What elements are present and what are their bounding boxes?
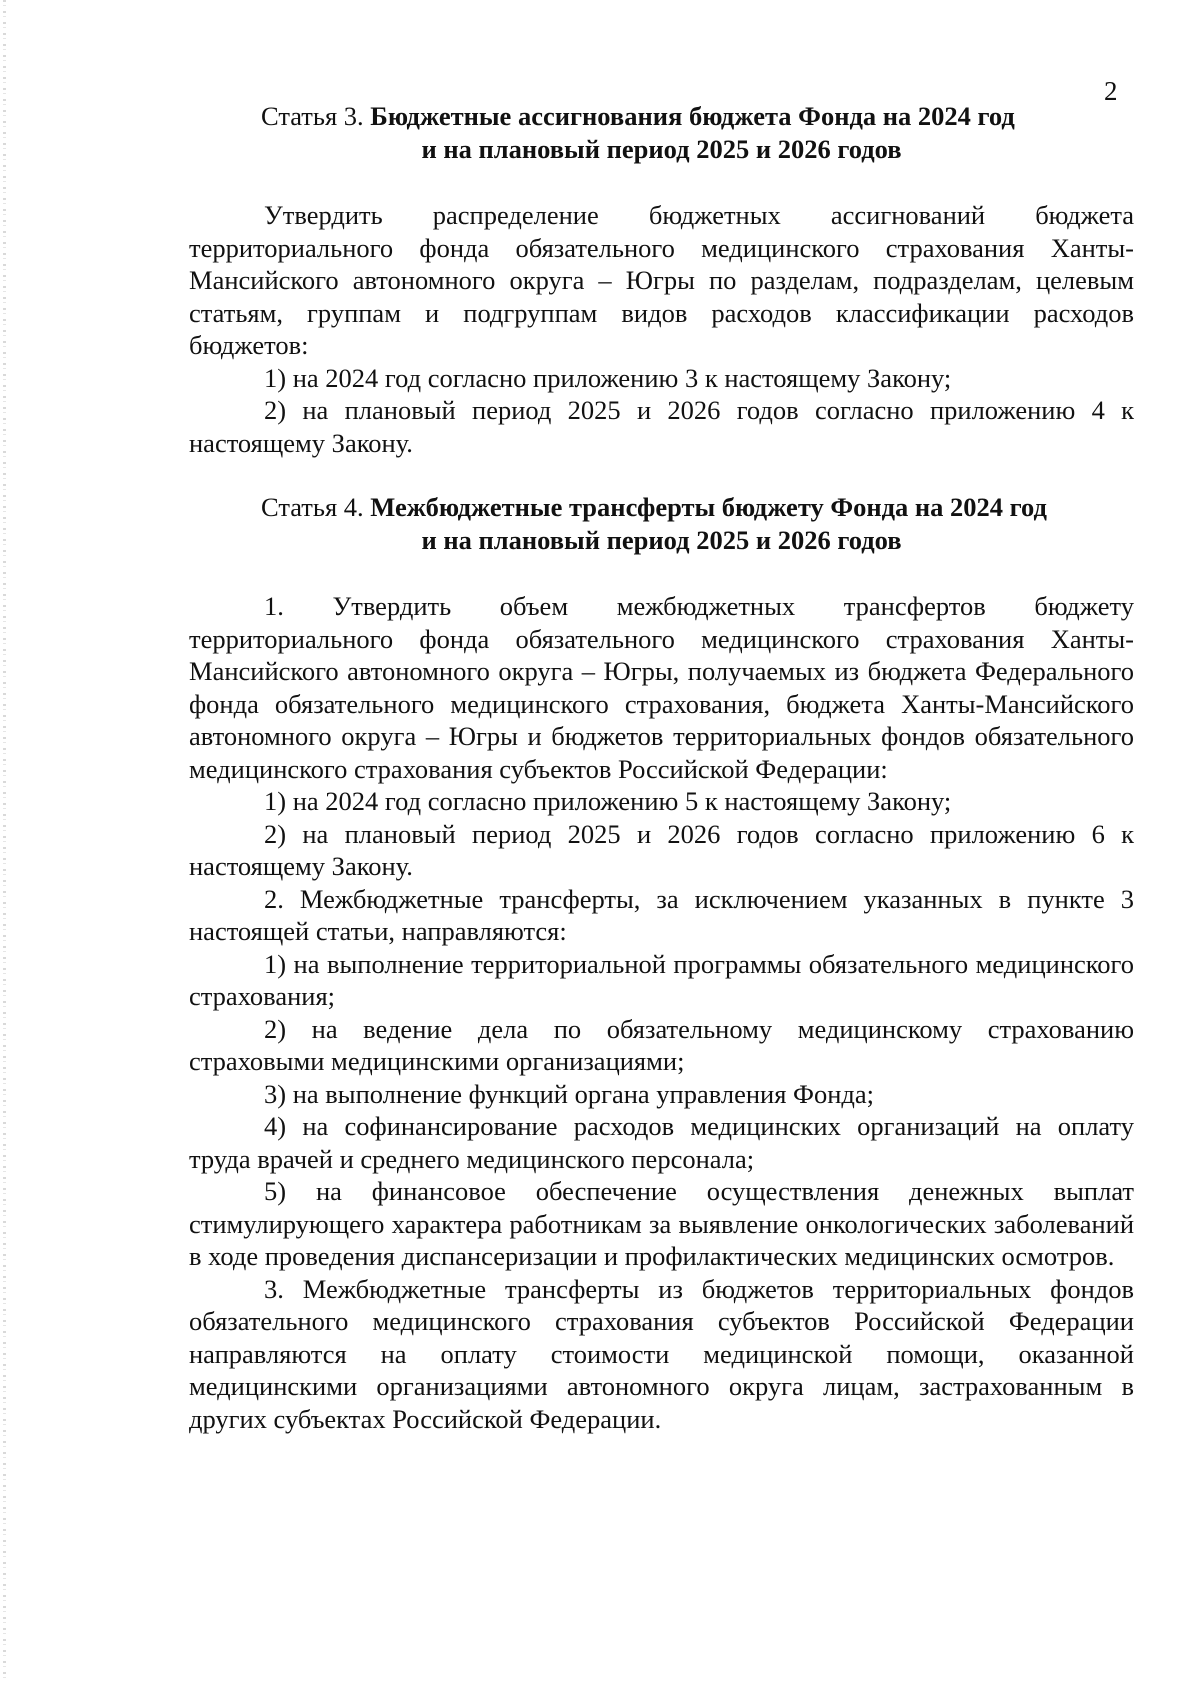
article3-heading-line1: [189, 100, 1134, 133]
article3-title-line1: Бюджетные ассигнования бюджета Фонда на 2024 год: [370, 101, 1015, 131]
article4-point2-intro: 2. Межбюджетные трансферты, за исключением указанных в пункте 3 настоящей статьи, направляются:: [189, 883, 1134, 946]
page-number: 2: [1104, 76, 1118, 106]
article4-point2-item1: 1) на выполнение территориальной программы обязательного медицинского страхования;: [189, 948, 1134, 1011]
article4-title-line2: и на плановый период 2025 и 2026 годов: [421, 525, 902, 555]
article4-point3: 3. Межбюджетные трансферты из бюджетов территориальных фондов обязательного медицинского страхования субъектов Российской Федерации направляются на оплату стоимости медицинской помощи, оказанной медицинскими организациями автономного округа лицам, застрахованным в других субъектах Российской Федерации.: [189, 1273, 1134, 1434]
article4-point1-item1: 1) на 2024 год согласно приложению 5 к настоящему Закону;: [264, 786, 952, 816]
article4-point2-item2: 2) на ведение дела по обязательному медицинскому страхованию страховыми медицинскими организациями;: [189, 1013, 1134, 1076]
article4-point2-item4: 4) на софинансирование расходов медицинских организаций на оплату труда врачей и среднего медицинского персонала;: [189, 1111, 1134, 1174]
article3-intro: Утвердить распределение бюджетных ассигнований бюджета территориального фонда обязательного медицинского страхования Ханты-Мансийского автономного округа – Югры по разделам, подразделам, целевым статьям, группам и подгруппам видов расходов классификации расходов бюджетов:: [189, 200, 1134, 360]
article4-label: Статья 4.: [261, 492, 364, 522]
article3-item2: 2) на плановый период 2025 и 2026 годов согласно приложению 4 к настоящему Закону.: [189, 395, 1134, 458]
scan-edge-artifact: [3, 0, 6, 1683]
article4-point1-intro: 1. Утвердить объем межбюджетных трансфертов бюджету территориального фонда обязательного медицинского страхования Ханты-Мансийского автономного округа – Югры, получаемых из бюджета Федерального фонда обязательного медицинского страхования, бюджета Ханты-Мансийского автономного округа – Югры и бюджетов территориальных фондов обязательного медицинского страхования субъектов Российской Федерации:: [189, 591, 1134, 784]
article3-title-line2: и на плановый период 2025 и 2026 годов: [421, 134, 902, 164]
article4-title-line1: Межбюджетные трансферты бюджету Фонда на 2024 год: [370, 492, 1047, 522]
article3-label: Статья 3.: [261, 101, 364, 131]
article3-item1: 1) на 2024 год согласно приложению 3 к настоящему Закону;: [264, 362, 952, 393]
article4-point1-item2: 2) на плановый период 2025 и 2026 годов согласно приложению 6 к настоящему Закону.: [189, 818, 1134, 881]
article4-point2-item5: 5) на финансовое обеспечение осуществления денежных выплат стимулирующего характера работникам за выявление онкологических заболеваний в ходе проведения диспансеризации и профилактических медицинских осмотров.: [189, 1176, 1134, 1271]
article4-point2-item3: 3) на выполнение функций органа управления Фонда;: [264, 1078, 875, 1109]
document-body: [189, 100, 1134, 1435]
article4-heading-line1: [189, 491, 1134, 524]
